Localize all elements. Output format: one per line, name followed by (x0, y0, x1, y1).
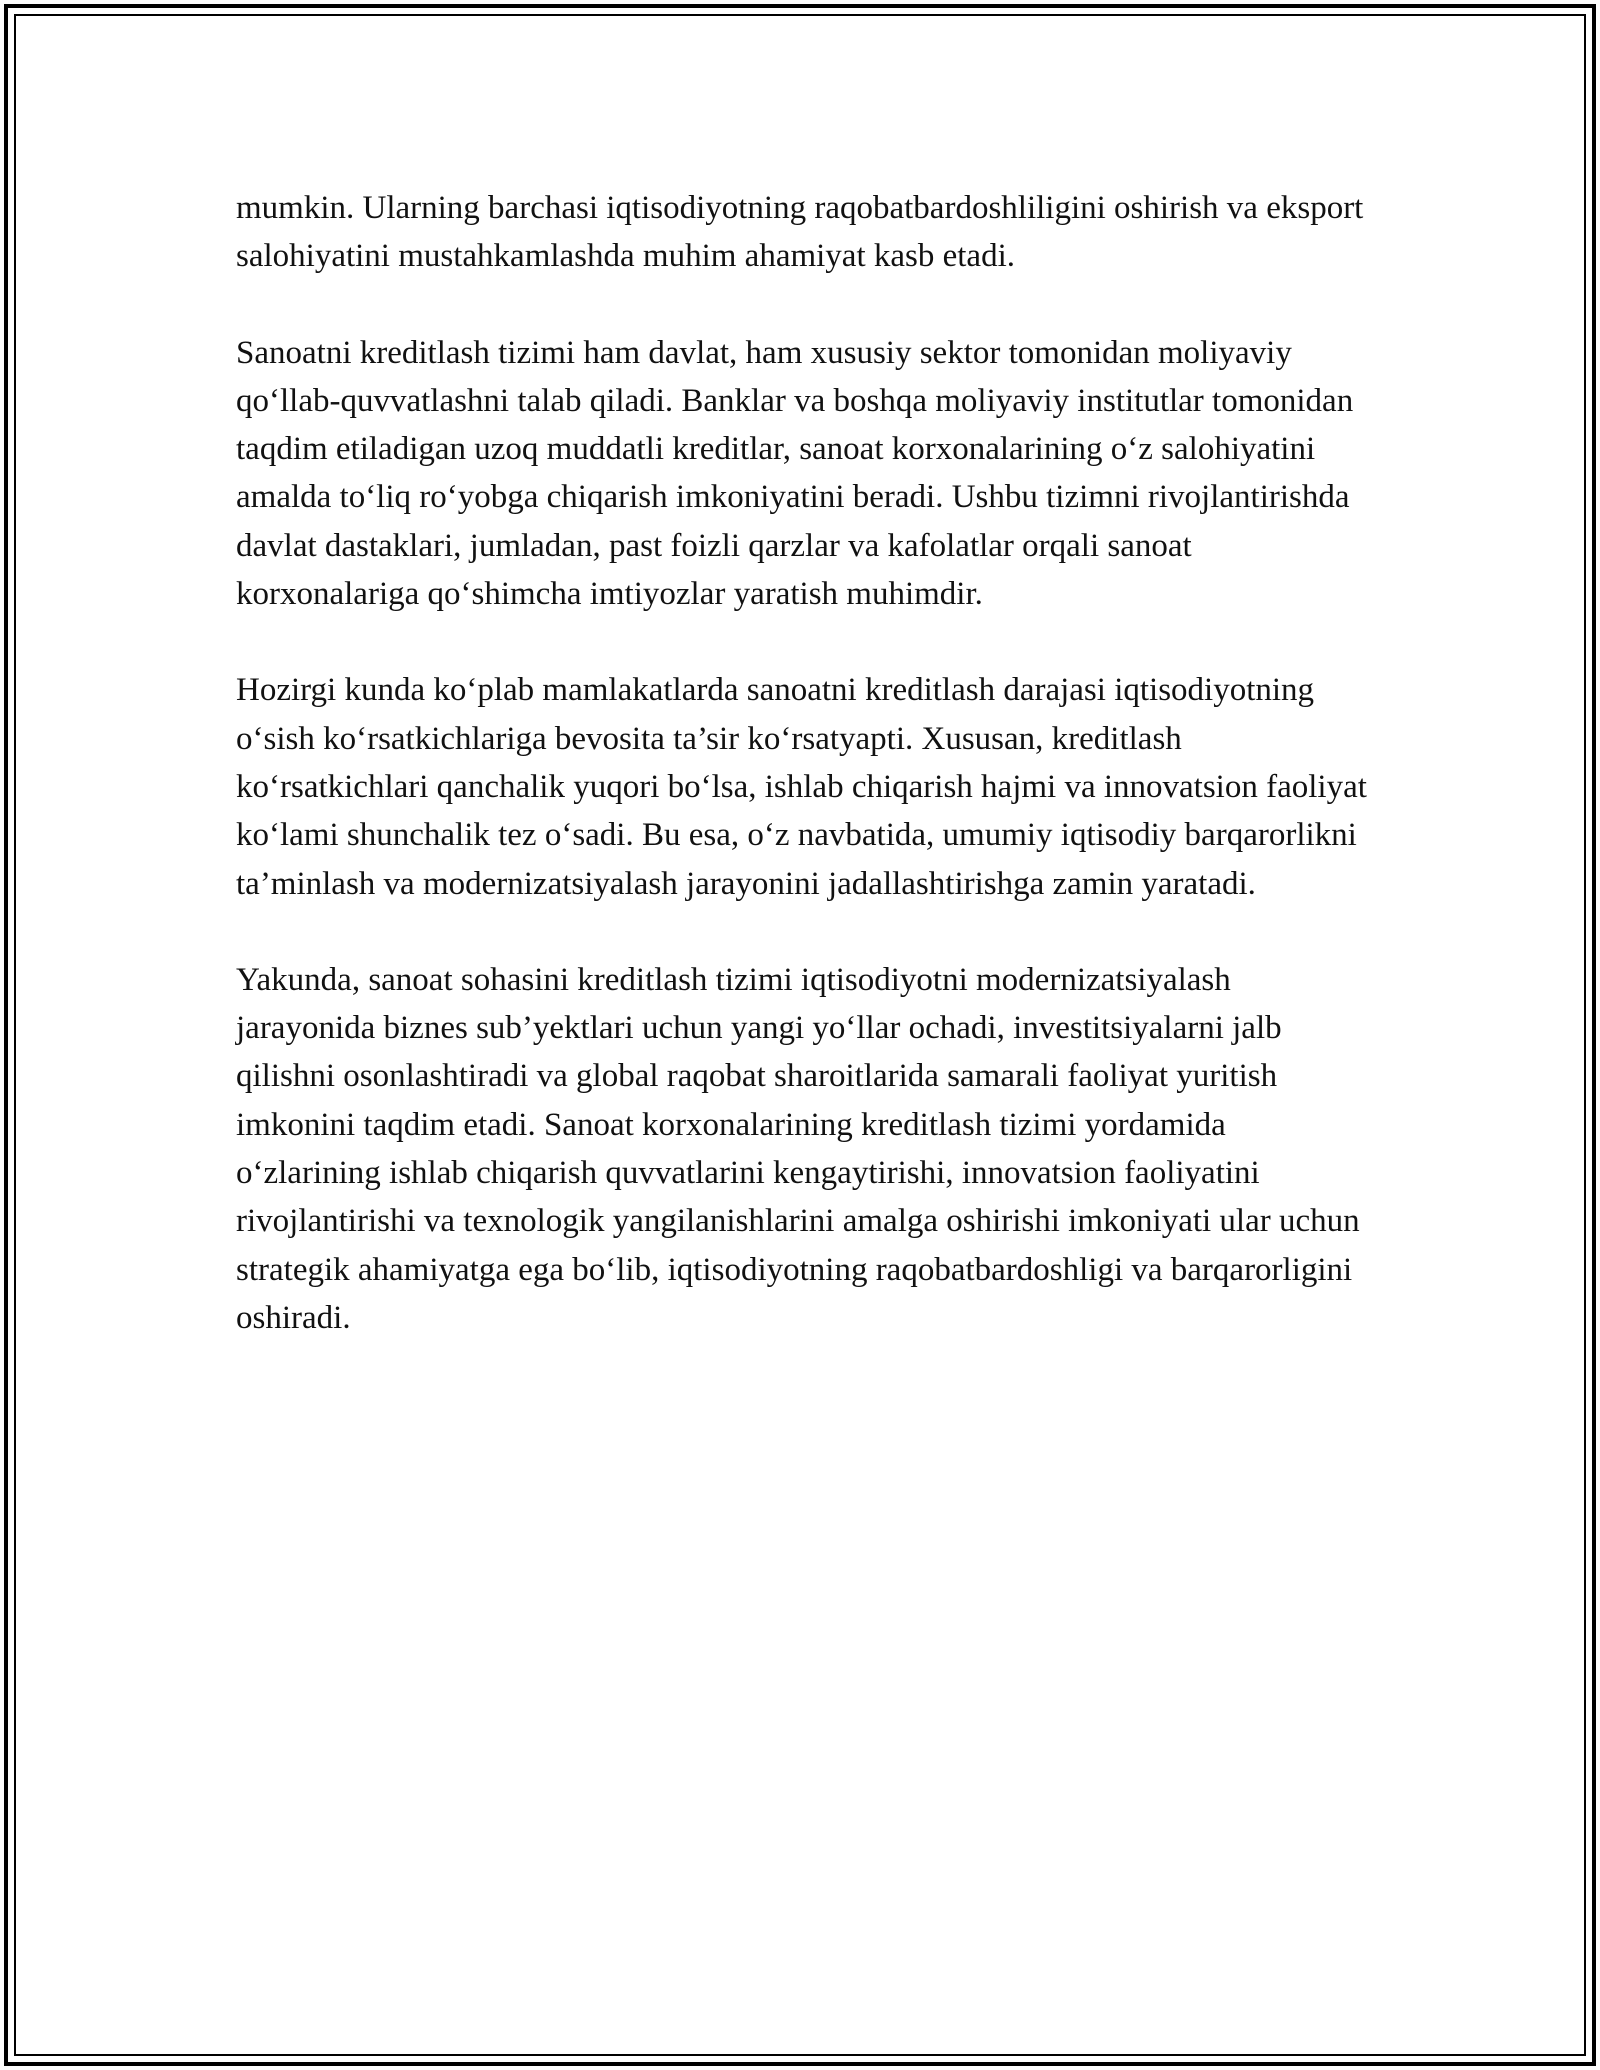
paragraph-3: Hozirgi kunda koʻplab mamlakatlarda sanoatni kreditlash darajasi iqtisodiyotning oʻsish koʻrsatkichlariga bevosita ta’sir koʻrsatyapti. Xususan, kreditlash koʻrsatkichlari qanchalik yuqori boʻlsa, ishlab chiqarish hajmi va innovatsion faoliyat koʻlami shunchalik tez oʻsadi. Bu esa, oʻz navbatida, umumiy iqtisodiy barqarorlikni ta’minlash va modernizatsiyalash jarayonini jadallashtirishga zamin yaratadi. (236, 672, 1367, 902)
paragraph-1: mumkin. Ularning barchasi iqtisodiyotning raqobatbardoshliligini oshirish va eksport salohiyatini mustahkamlashda muhim ahamiyat kasb etadi. (236, 190, 1364, 275)
paragraph-2: Sanoatni kreditlash tizimi ham davlat, ham xususiy sektor tomonidan moliyaviy qoʻllab-quvvatlashni talab qiladi. Banklar va boshqa moliyaviy institutlar tomonidan taqdim etiladigan uzoq muddatli kreditlar, sanoat korxonalarining oʻz salohiyatini amalda toʻliq roʻyobga chiqarish imkoniyatini beradi. Ushbu tizimni rivojlantirishda davlat dastaklari, jumladan, past foizli qarzlar va kafolatlar orqali sanoat korxonalariga qoʻshimcha imtiyozlar yaratish muhimdir. (236, 334, 1354, 613)
paragraph-4: Yakunda, sanoat sohasini kreditlash tizimi iqtisodiyotni modernizatsiyalash jarayonida biznes sub’yektlari uchun yangi yoʻllar ochadi, investitsiyalarni jalb qilishni osonlashtiradi va global raqobat sharoitlarida samarali faoliyat yuritish imkonini taqdim etadi. Sanoat korxonalarining kreditlash tizimi yordamida oʻzlarining ishlab chiqarish quvvatlarini kengaytirishi, innovatsion faoliyatini rivojlantirishi va texnologik yangilanishlarini amalga oshirishi imkoniyati ular uchun strategik ahamiyatga ega boʻlib, iqtisodiyotning raqobatbardoshligi va barqarorligini oshiradi. (236, 961, 1360, 1336)
document-body (236, 184, 1376, 1390)
